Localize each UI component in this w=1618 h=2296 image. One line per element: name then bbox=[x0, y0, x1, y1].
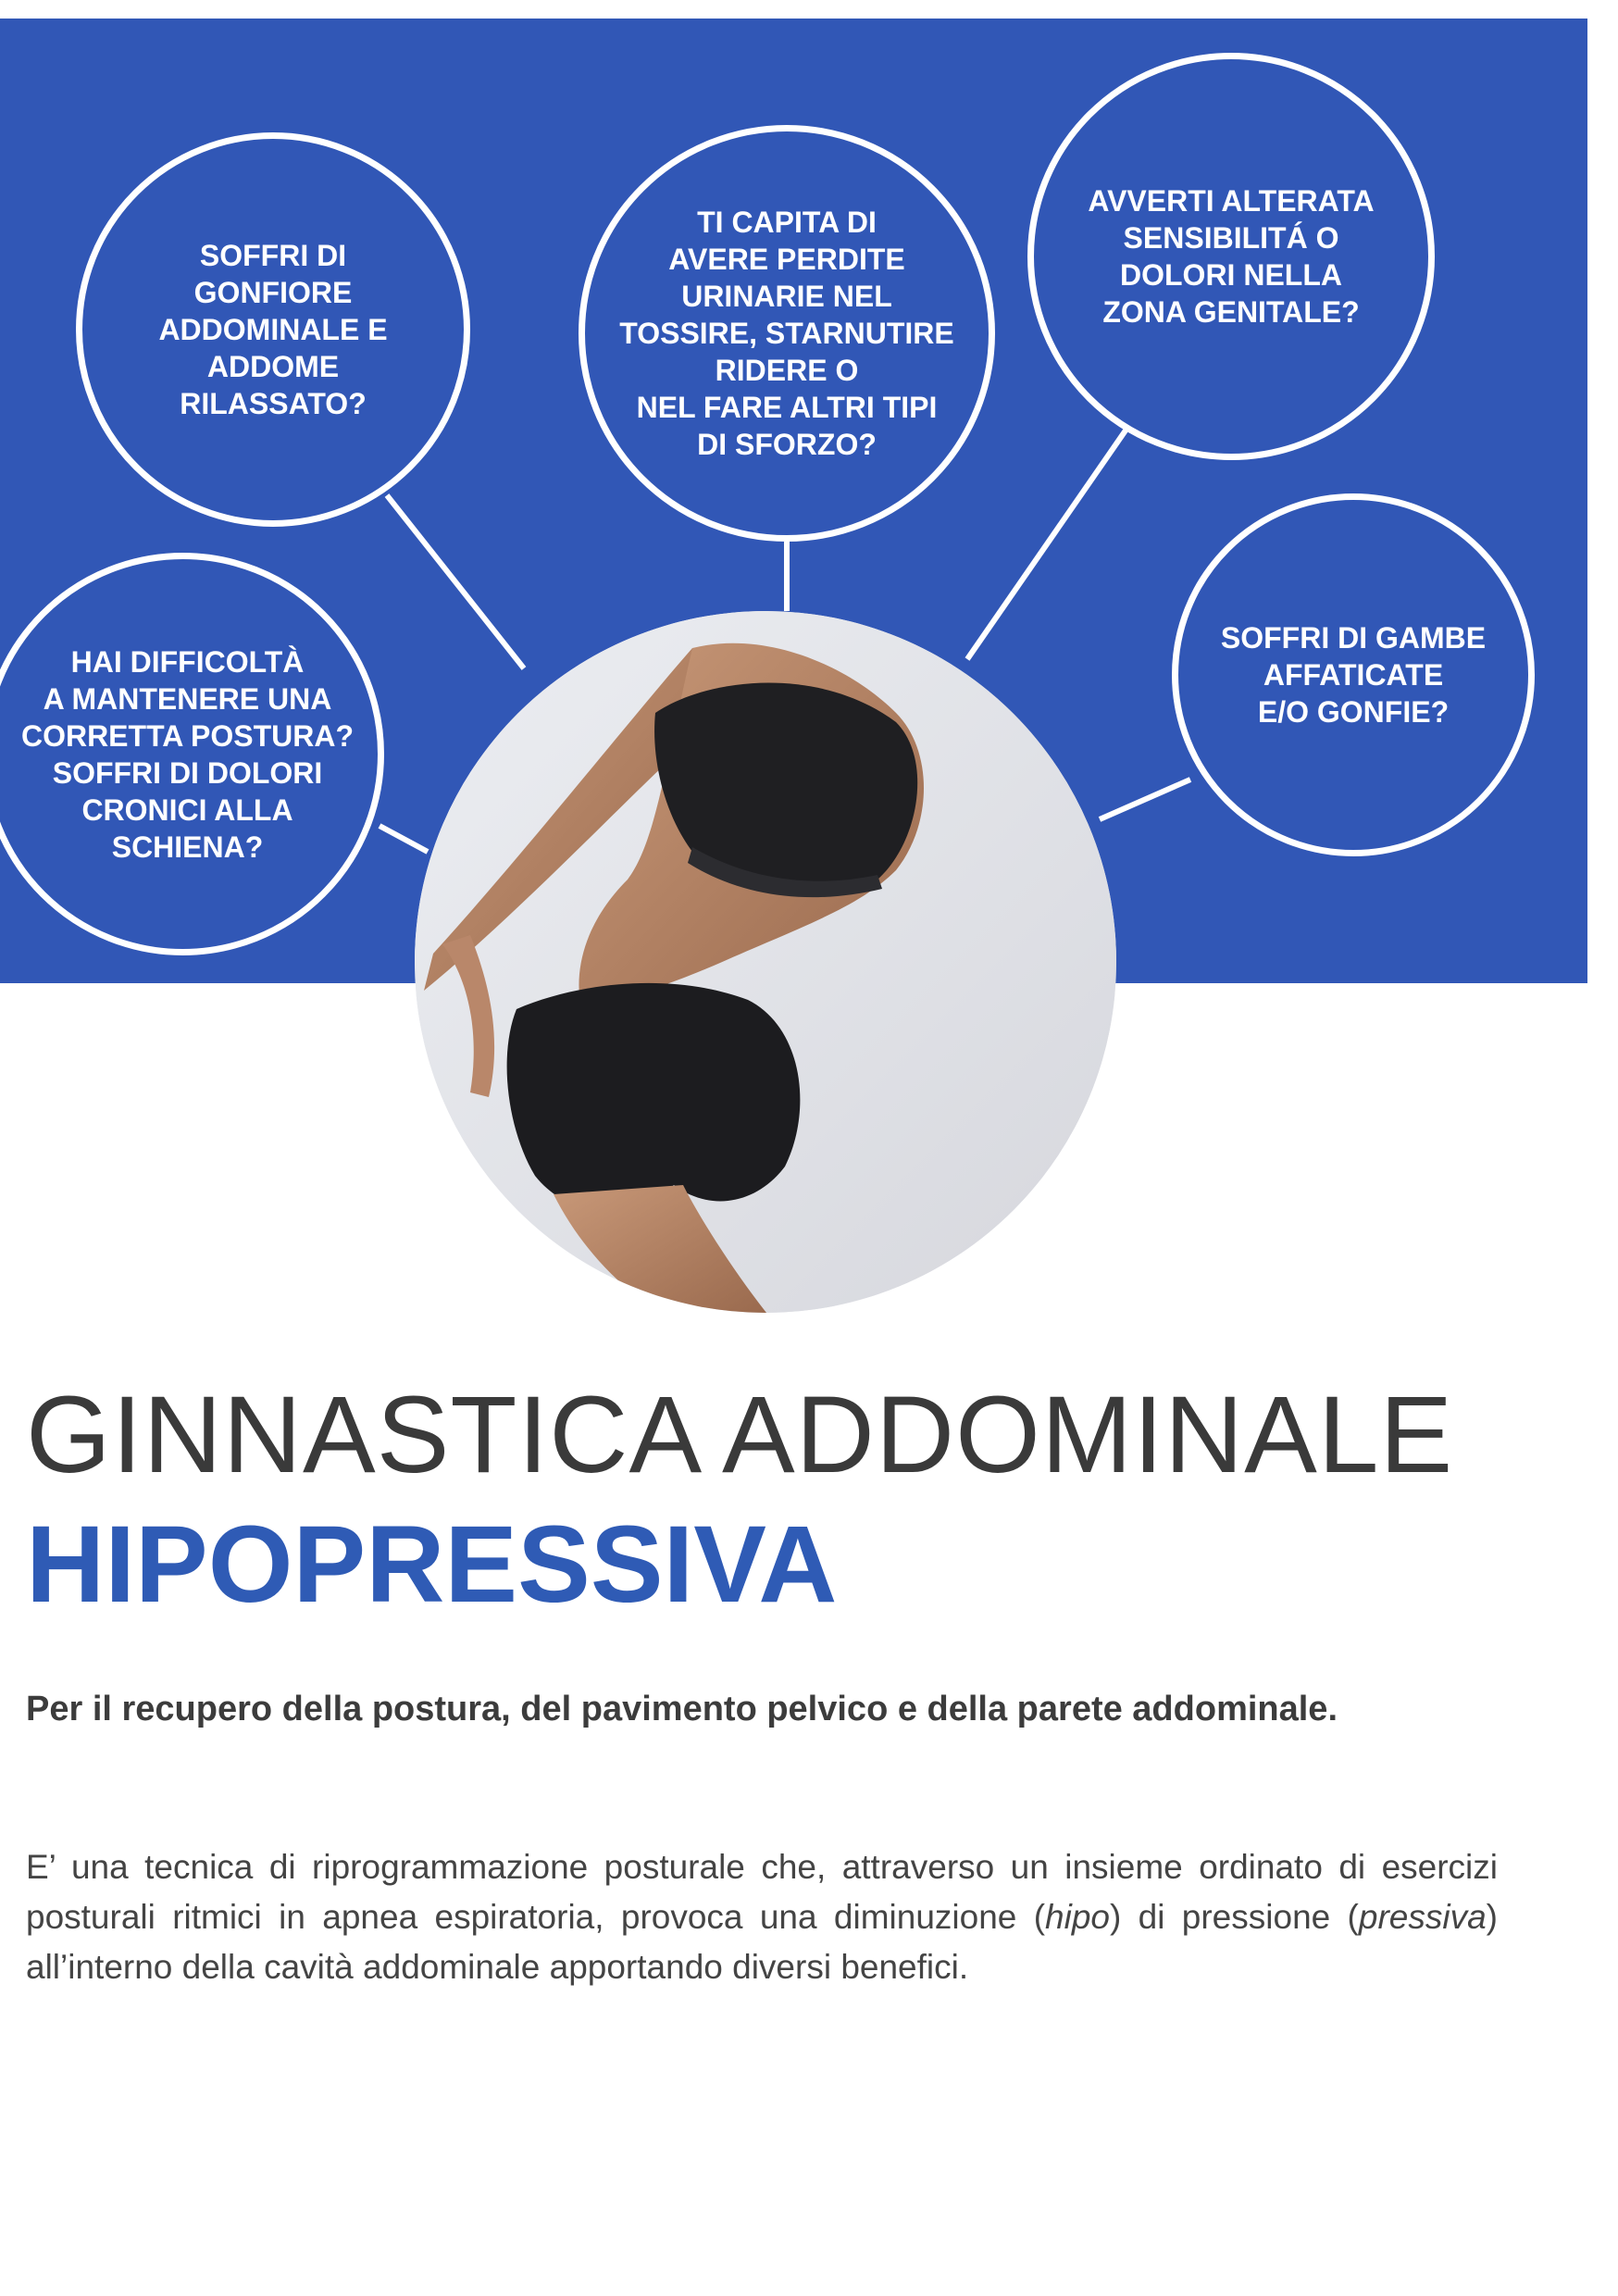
photo-illustration bbox=[415, 611, 1116, 1313]
woman-bending-photo bbox=[415, 611, 1116, 1313]
italic-pressiva: pressiva bbox=[1358, 1898, 1487, 1936]
bubble-text: SOFFRI DI GONFIORE ADDOMINALE E ADDOME RILASSATO? bbox=[158, 239, 388, 420]
question-bubble-genital-sensitivity bbox=[1027, 53, 1435, 460]
connector-line-b1 bbox=[387, 495, 524, 668]
bubble-text: HAI DIFFICOLTÀ A MANTENERE UNA CORRETTA POSTURA? SOFFRI DI DOLORI CRONICI ALLA SCHIENA? bbox=[20, 644, 355, 864]
page-title-line1: GINNASTICA ADDOMINALE bbox=[26, 1374, 1454, 1496]
question-bubble-tired-legs bbox=[1172, 493, 1535, 856]
connector-line-b4 bbox=[380, 826, 428, 852]
connector-line-b5 bbox=[1100, 780, 1190, 819]
bubble-text: TI CAPITA DI AVERE PERDITE URINARIE NEL TOSSIRE, STARNUTIRE RIDERE O NEL FARE ALTRI TIPI DI SFORZO? bbox=[619, 206, 954, 461]
body-paragraph: E’ una tecnica di riprogrammazione posturale che, attraverso un insieme ordinato di esercizi posturali ritmici in apnea espiratoria, provoca una diminuzione (hipo) di pressione (pressiva) all’interno della cavità addominale apportando diversi benefici. bbox=[26, 1848, 1498, 1986]
connector-line-b3 bbox=[967, 428, 1127, 659]
subtitle: Per il recupero della postura, del pavimento pelvico e della parete addominale. bbox=[26, 1690, 1338, 1728]
question-bubble-urinary-leaks bbox=[579, 125, 995, 542]
bubble-text: SOFFRI DI GAMBE AFFATICATE E/O GONFIE? bbox=[1220, 621, 1487, 729]
question-bubble-bloating bbox=[76, 132, 470, 527]
italic-hipo: hipo bbox=[1045, 1898, 1110, 1936]
page-title-line2: HIPOPRESSIVA bbox=[26, 1504, 838, 1626]
bubble-text: AVVERTI ALTERATA SENSIBILITÁ O DOLORI NELLA ZONA GENITALE? bbox=[1088, 184, 1375, 329]
question-bubble-posture bbox=[0, 553, 384, 955]
